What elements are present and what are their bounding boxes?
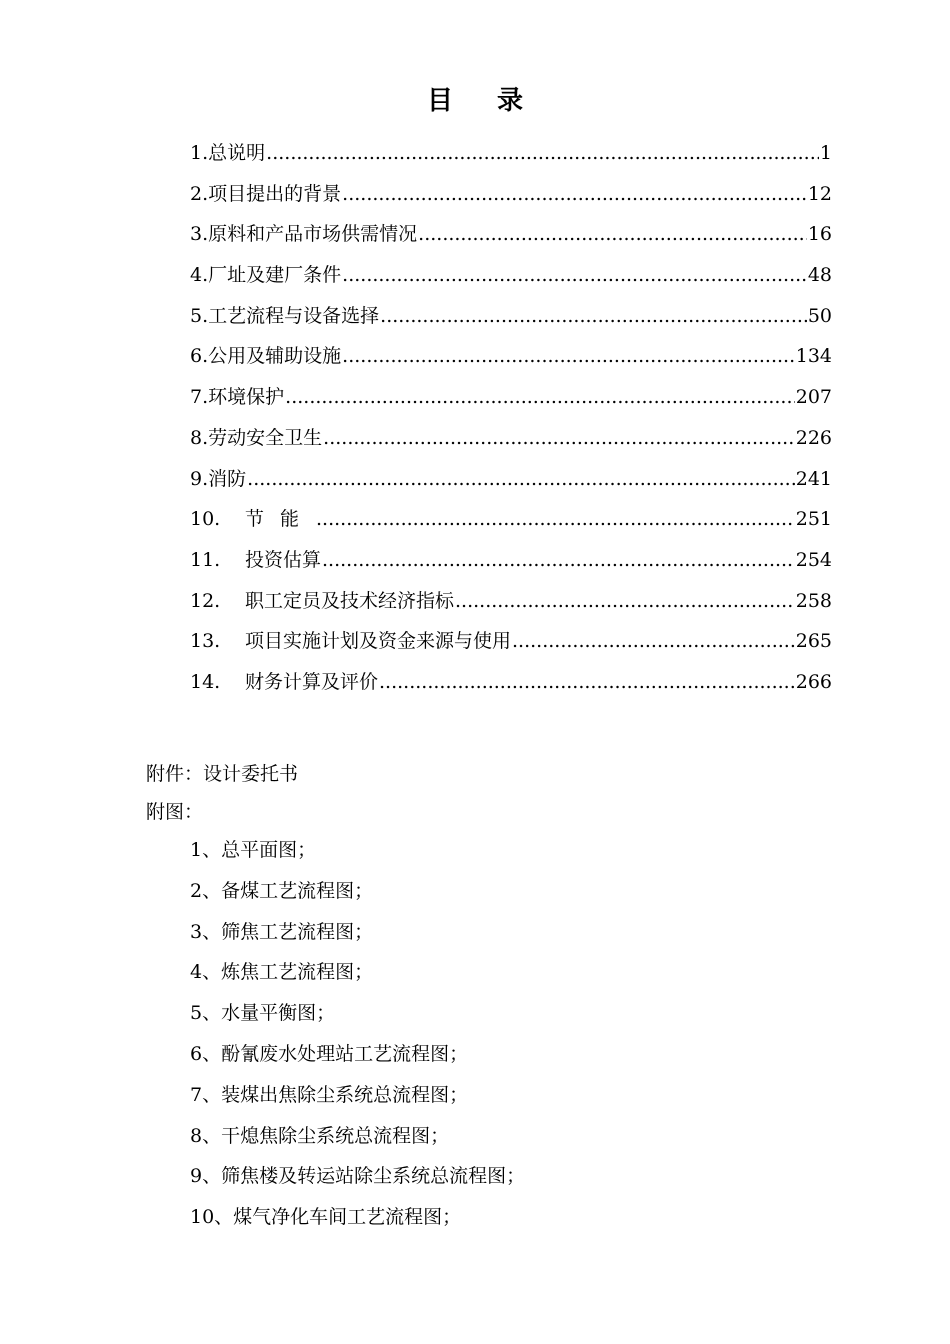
toc-leader-dots [379,666,795,698]
toc-page-number: 12 [807,182,832,205]
toc-leader-dots [266,137,819,169]
toc-leader-dots [316,503,795,535]
toc-number: 4. [190,264,209,287]
toc-label: 厂址及建厂条件 [208,264,342,287]
toc-number: 5. [190,304,209,327]
toc-number: 6. [190,345,209,368]
toc-number: 7. [190,386,209,409]
figures-heading: 附图： [146,801,204,823]
toc-number: 10. [190,508,221,531]
toc-leader-dots [247,463,795,495]
toc-label: 环境保护 [208,386,285,409]
toc-leader-dots [342,340,795,372]
toc-number: 1. [190,142,209,164]
toc-number: 8. [190,426,209,449]
toc-leader-dots [342,178,807,210]
toc-page-number: 258 [795,589,832,612]
toc-number: 9. [190,467,209,490]
toc-entry[interactable] [190,422,832,463]
toc-number: 2. [190,182,209,205]
toc-leader-dots [380,300,807,332]
toc-label: 职工定员及技术经济指标 [245,589,455,612]
figure-item: 6、酚氰废水处理站工艺流程图； [190,1042,469,1065]
toc-number: 14. [190,670,221,693]
toc-entry[interactable] [190,381,832,422]
toc-page-number: 207 [795,386,832,409]
toc-page-number: 134 [795,345,832,368]
toc-label: 原料和产品市场供需情况 [208,223,418,246]
figure-item: 3、筛焦工艺流程图； [190,920,374,943]
toc-leader-dots [285,381,795,413]
toc-label: 项目提出的背景 [208,182,342,205]
toc-leader-dots [512,625,795,657]
toc-entry[interactable] [190,463,832,504]
toc-page-number: 226 [795,426,832,449]
toc-page-number: 16 [807,223,832,246]
toc-page-number: 1 [819,142,832,164]
toc-label: 工艺流程与设备选择 [208,304,380,327]
toc-number: 13. [190,630,221,653]
figure-item: 9、筛焦楼及转运站除尘系统总流程图； [190,1165,526,1188]
toc-page-number: 254 [795,548,832,571]
toc-leader-dots [322,544,795,576]
toc-entry[interactable] [190,544,832,585]
toc-number: 12. [190,589,221,612]
toc-number: 11. [190,548,221,571]
figure-item: 10、煤气净化车间工艺流程图； [190,1206,462,1229]
toc-label: 劳动安全卫生 [208,426,323,449]
toc-page-number: 48 [807,264,832,287]
toc-entry[interactable] [190,666,832,707]
toc-label: 财务计算及评价 [245,670,379,693]
figure-item: 1、总平面图； [190,839,317,861]
attachment-line: 附件：设计委托书 [146,763,299,785]
toc-entry[interactable] [190,137,832,178]
toc-leader-dots [418,218,807,250]
toc-page-number: 266 [795,670,832,693]
page-title: 目录 [426,86,567,116]
toc-number: 3. [190,223,209,246]
figure-item: 2、备煤工艺流程图； [190,879,374,902]
toc-entry[interactable] [190,340,832,381]
toc-label: 项目实施计划及资金来源与使用 [245,630,512,653]
toc-entry[interactable] [190,625,832,666]
figure-item: 7、装煤出焦除尘系统总流程图； [190,1083,469,1106]
toc-entry[interactable] [190,259,832,300]
figure-item: 8、干熄焦除尘系统总流程图； [190,1124,450,1147]
toc-page-number: 251 [795,508,832,531]
figure-item: 4、炼焦工艺流程图； [190,961,374,984]
toc-label: 公用及辅助设施 [208,345,342,368]
figures-list [190,834,525,1242]
toc-page-number: 265 [795,630,832,653]
toc-leader-dots [455,585,795,617]
toc-label: 总说明 [208,142,266,164]
toc-page-number: 241 [795,467,832,490]
toc-label: 节能 [245,508,316,531]
toc-entry[interactable] [190,503,832,544]
toc-entry[interactable] [190,218,832,259]
toc-label: 投资估算 [245,548,322,571]
toc-page-number: 50 [807,304,832,327]
toc-entry[interactable] [190,585,832,626]
toc-entry[interactable] [190,300,832,341]
table-of-contents [190,137,832,707]
toc-leader-dots [342,259,807,291]
figure-item: 5、水量平衡图； [190,1002,336,1025]
toc-label: 消防 [208,467,247,490]
toc-entry[interactable] [190,178,832,219]
toc-leader-dots [323,422,795,454]
